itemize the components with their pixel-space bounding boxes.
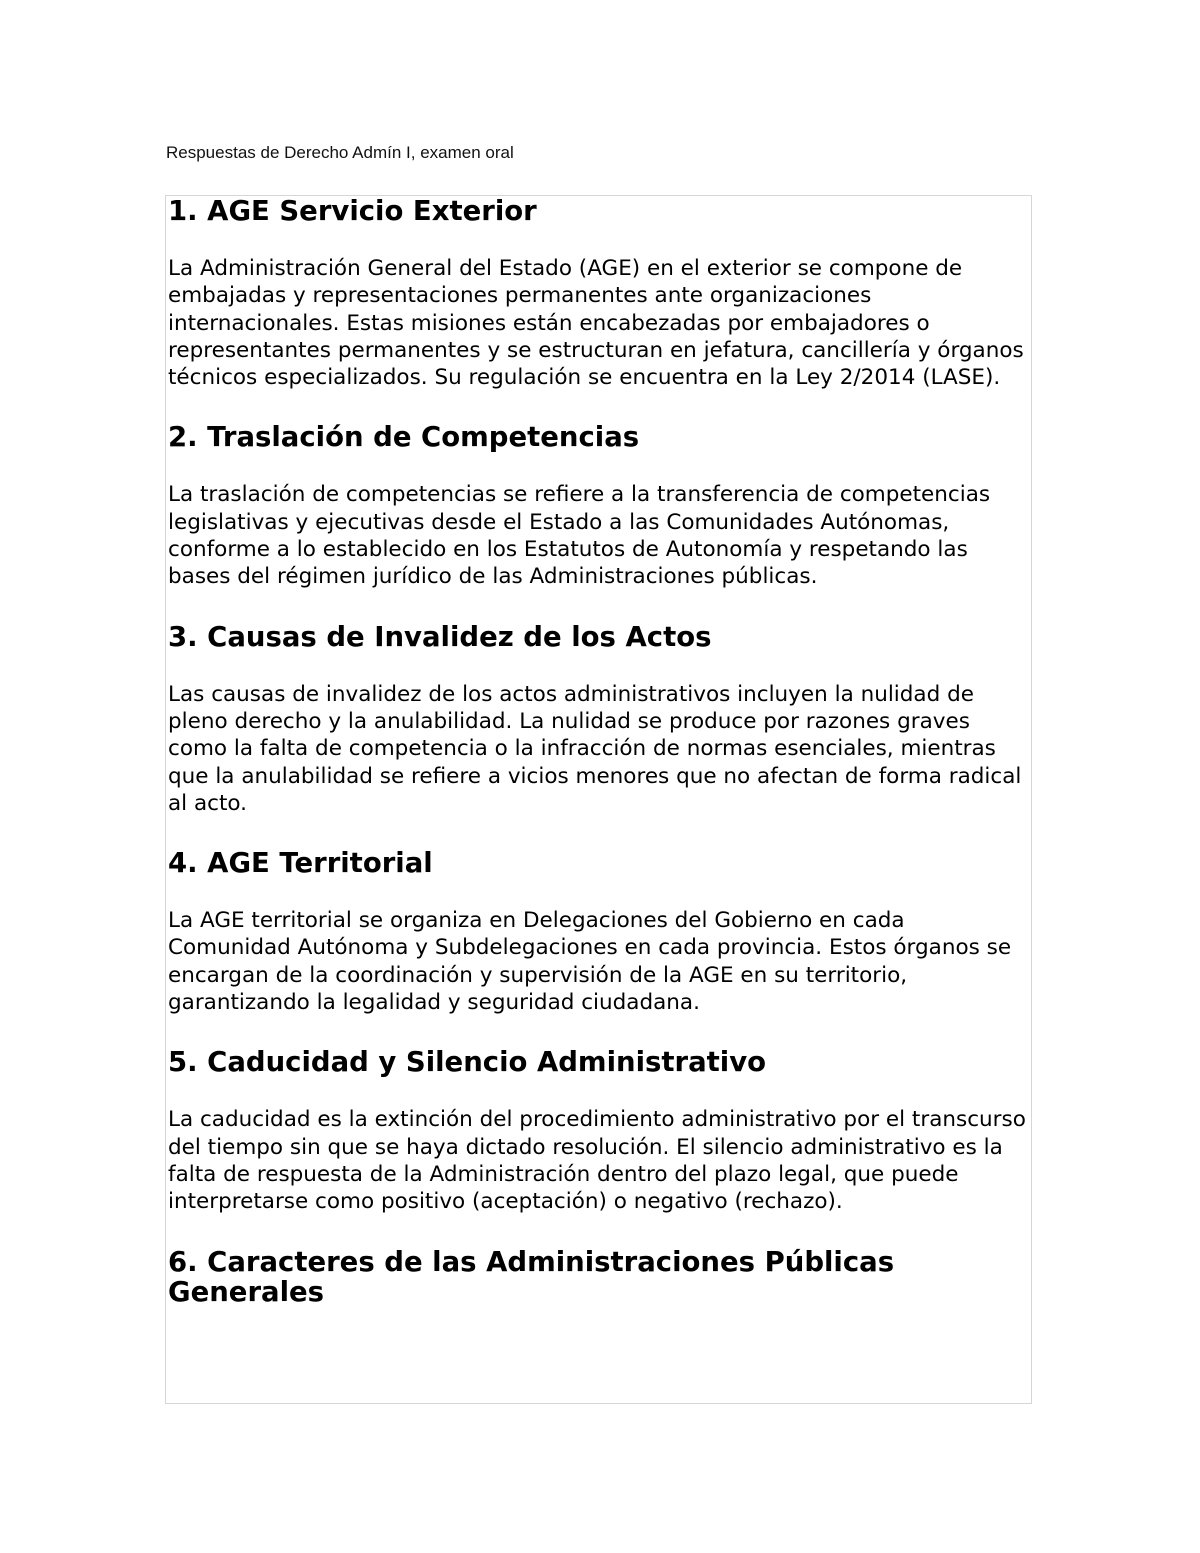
section-heading: 3. Causas de Invalidez de los Actos [168,620,712,653]
content-frame [165,195,1032,1404]
section-heading: 5. Caducidad y Silencio Administrativo [168,1046,767,1079]
section-body: La traslación de competencias se refiere a la transferencia de competencias legislativas y ejecutivas desde el Estado a las Comunidades Autónomas, conforme a lo establecido en los Estatutos de Autonomía y respetando las bases del régimen jurídico de las Administraciones públicas. [168,482,991,590]
section-body: La Administración General del Estado (AGE) en el exterior se compone de embajadas y representaciones permanentes ante organizaciones internacionales. Estas misiones están encabezadas por embajadores o representantes permanentes y se estructuran en jefatura, cancillería y órganos técnicos especializados. Su regulación se encuentra en la Ley 2/2014 (LASE). [168,256,1024,391]
section-heading: 1. AGE Servicio Exterior [168,195,537,227]
section-body: La caducidad es la extinción del procedimiento administrativo por el transcurso del tiempo sin que se haya dictado resolución. El silencio administrativo es la falta de respuesta de la Administración dentro del plazo legal, que puede interpretarse como positivo (aceptación) o negativo (rechazo). [168,1107,1026,1215]
section-heading: 2. Traslación de Competencias [168,421,640,454]
section-body: La AGE territorial se organiza en Delegaciones del Gobierno en cada Comunidad Autónoma y Subdelegaciones en cada provincia. Estos órganos se encargan de la coordinación y supervisión de la AGE en su territorio, garantizando la legalidad y seguridad ciudadana. [168,908,1012,1016]
section-body: Las causas de invalidez de los actos administrativos incluyen la nulidad de pleno derecho y la anulabilidad. La nulidad se produce por razones graves como la falta de competencia o la infracción de normas esenciales, mientras que la anulabilidad se refiere a vicios menores que no afectan de forma radical al acto. [168,681,1022,816]
document-title: Respuestas de Derecho Admín I, examen oral [166,143,514,162]
content-body [166,196,1031,1307]
section-heading: 4. AGE Territorial [168,847,433,880]
section-heading: 6. Caracteres de las Administraciones Públicas Generales [168,1245,895,1308]
